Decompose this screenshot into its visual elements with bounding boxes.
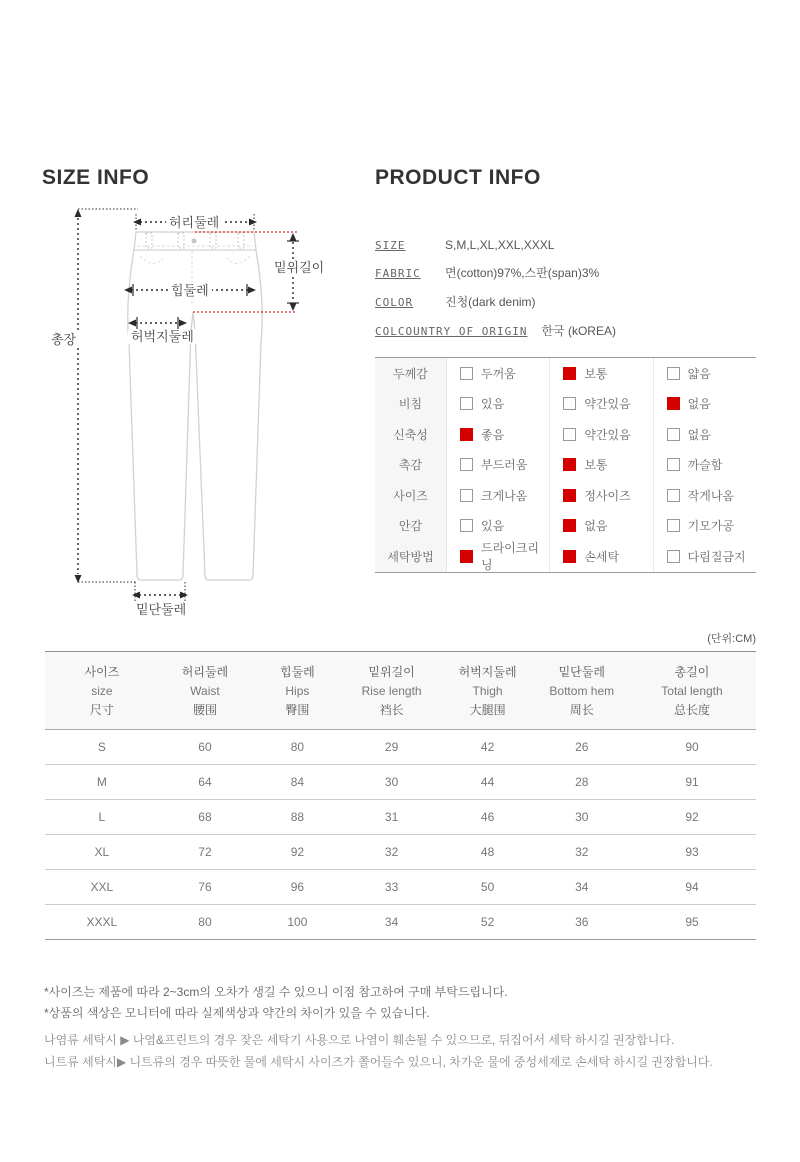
size-row [45,905,756,940]
attribute-option [447,389,549,420]
size-cell: M [45,765,159,800]
attribute-row-label: 두께감 [375,358,447,389]
size-cell: 68 [159,800,251,835]
checkbox-icon [563,489,576,502]
product-field-value: 한국 (kOREA) [541,324,616,338]
product-field-size [375,238,757,252]
attribute-option [653,389,756,420]
product-field-label: FABRIC [375,267,421,280]
size-table-header-cell [251,652,343,730]
attribute-row-label: 비침 [375,389,447,420]
header-en: Bottom hem [549,684,615,698]
size-table-header-cell [45,652,159,730]
checkbox-icon [667,519,680,532]
size-table-header-cell [344,652,440,730]
attribute-option [653,511,756,542]
size-row [45,730,756,765]
attributes-table [375,357,756,573]
product-field-label: COLCOUNTRY OF ORIGIN [375,325,528,338]
checkbox-icon [563,367,576,380]
product-field-label: COLOR [375,296,414,309]
size-cell: 52 [440,905,536,940]
attribute-row-label: 촉감 [375,450,447,481]
attribute-option [447,511,549,542]
attribute-option-label: 약간있음 [584,397,631,412]
header-ko: 총길이 [674,665,710,679]
attribute-option [447,358,549,389]
size-cell: 34 [536,870,628,905]
checkbox-icon [667,458,680,471]
header-en: Total length [661,684,723,698]
size-table-header-cell [628,652,756,730]
attribute-option-label: 보통 [584,366,608,381]
attribute-option-label: 부드러움 [481,458,528,473]
size-cell: L [45,800,159,835]
size-cell: 60 [159,730,251,765]
size-row [45,835,756,870]
header-en: Waist [190,684,220,698]
attribute-option [447,419,549,450]
attribute-option [447,541,549,572]
attribute-option [549,511,652,542]
total-length-measure-arrow [75,209,139,583]
checkbox-icon [563,397,576,410]
size-cell: 31 [344,800,440,835]
attribute-option-label: 얇음 [687,366,711,381]
checkbox-icon [460,550,473,563]
washing-notes [44,1029,764,1073]
attribute-option [653,450,756,481]
size-cell: 46 [440,800,536,835]
size-cell: 64 [159,765,251,800]
attribute-option-label: 없음 [687,427,711,442]
size-cell: 42 [440,730,536,765]
size-cell: 50 [440,870,536,905]
size-cell: 92 [251,835,343,870]
unit-note: (단위:CM) [707,633,756,645]
product-field-value: S,M,L,XL,XXL,XXXL [445,238,555,252]
attribute-option-label: 있음 [481,397,505,412]
attribute-option [549,419,652,450]
diagram-label-hips: 힙둘레 [168,283,212,298]
size-cell: 28 [536,765,628,800]
diagram-label-total-length: 총장 [48,332,79,347]
color-difference-note: *상품의 색상은 모니터에 따라 실제색상과 약간의 차이가 있을 수 있습니다. [44,1006,430,1020]
attribute-option-label: 약간있음 [584,427,631,442]
product-field-label: SIZE [375,239,406,252]
checkbox-icon [460,489,473,502]
checkbox-icon [563,519,576,532]
attribute-option [549,389,652,420]
attribute-option [447,480,549,511]
pants-measurement-diagram [40,198,370,620]
diagram-label-hem: 밑단둘레 [133,602,189,617]
size-cell: 88 [251,800,343,835]
header-en: Rise length [361,684,422,698]
attribute-row-washing [375,541,756,572]
product-field-value: 진청(dark denim) [445,295,536,309]
checkbox-icon [563,428,576,441]
size-cell: S [45,730,159,765]
checkbox-icon [667,489,680,502]
size-info-title: SIZE INFO [42,166,150,189]
header-cn: 臀围 [285,703,310,717]
checkbox-icon [460,397,473,410]
hem-measure-arrow [132,582,188,602]
size-cell: 30 [344,765,440,800]
size-cell: XL [45,835,159,870]
product-field-color [375,293,757,310]
size-cell: 91 [628,765,756,800]
attribute-option [653,480,756,511]
attribute-row-label: 안감 [375,511,447,542]
diagram-label-thigh: 허벅지둘레 [128,329,197,344]
size-cell: 100 [251,905,343,940]
size-cell: 80 [251,730,343,765]
size-cell: 32 [536,835,628,870]
checkbox-icon [460,519,473,532]
header-en: size [91,684,113,698]
attribute-row-thickness [375,358,756,389]
size-cell: 30 [536,800,628,835]
attribute-option-label: 작게나옴 [687,488,735,503]
header-cn: 尺寸 [89,703,114,717]
attribute-option-label: 있음 [481,519,505,534]
attribute-option-label: 다림질금지 [687,549,746,564]
footnotes [44,982,756,1024]
size-cell: XXL [45,870,159,905]
checkbox-icon [667,397,680,410]
size-cell: 33 [344,870,440,905]
wash-note-printed: 나염류 세탁시 ▶ 나염&프린트의 경우 잦은 세탁기 사용으로 나염이 훼손될 수 있으므로, 뒤집어서 세탁 하시길 권장합니다. [44,1033,675,1047]
attribute-option [549,541,652,572]
attribute-option-label: 정사이즈 [584,488,631,503]
header-en: Thigh [472,684,503,698]
size-cell: 34 [344,905,440,940]
wash-note-knit: 니트류 세탁시▶ 니트류의 경우 따뜻한 물에 세탁시 사이즈가 쫄어들수 있으니, 차가운 물에 중성세제로 손세탁 하시길 권장합니다. [44,1055,713,1069]
attribute-row-sheerness [375,389,756,420]
size-cell: 48 [440,835,536,870]
attribute-option-label: 기모가공 [687,519,735,534]
diagram-label-waist: 허리둘레 [166,215,222,230]
product-info-fields [375,238,757,351]
diagram-label-rise: 밑위길이 [271,260,327,275]
header-ko: 허리둘레 [181,665,229,679]
size-row [45,870,756,905]
checkbox-icon [667,550,680,563]
size-cell: 92 [628,800,756,835]
product-field-fabric [375,264,757,281]
attribute-row-texture [375,450,756,481]
checkbox-icon [460,367,473,380]
size-tolerance-note: *사이즈는 제품에 따라 2~3cm의 오차가 생길 수 있으니 이점 참고하여 구매 부탁드립니다. [44,985,508,999]
checkbox-icon [460,458,473,471]
attribute-option-label: 크게나옴 [481,488,528,503]
attribute-row-fit [375,480,756,511]
size-row [45,765,756,800]
size-cell: 94 [628,870,756,905]
header-cn: 周长 [569,703,594,717]
checkbox-icon [460,428,473,441]
header-cn: 大腿围 [469,703,506,717]
size-cell: 95 [628,905,756,940]
size-table-header-cell [536,652,628,730]
checkbox-icon [667,428,680,441]
size-cell: 90 [628,730,756,765]
attribute-option-label: 좋음 [481,427,505,442]
product-info-title: PRODUCT INFO [375,166,541,189]
attribute-option [549,450,652,481]
size-cell: 76 [159,870,251,905]
size-cell: 80 [159,905,251,940]
size-cell: 36 [536,905,628,940]
size-table-header-cell [440,652,536,730]
attribute-row-label: 사이즈 [375,480,447,511]
header-cn: 裆长 [379,703,404,717]
size-cell: 26 [536,730,628,765]
attribute-option [549,480,652,511]
size-table-header-row [45,652,756,730]
attribute-option-label: 손세탁 [584,549,620,564]
attribute-option-label: 두꺼움 [481,366,516,381]
attribute-option [447,450,549,481]
attribute-option [653,358,756,389]
size-cell: 29 [344,730,440,765]
attribute-row-label: 신축성 [375,419,447,450]
header-ko: 사이즈 [84,665,120,679]
header-ko: 힙둘레 [279,665,315,679]
size-cell: 44 [440,765,536,800]
attribute-option [549,358,652,389]
size-cell: 93 [628,835,756,870]
size-table [45,651,756,940]
header-ko: 밑단둘레 [558,665,605,679]
size-cell: 32 [344,835,440,870]
size-cell: XXXL [45,905,159,940]
header-ko: 밑위길이 [368,665,415,679]
checkbox-icon [563,458,576,471]
attribute-option-label: 드라이크리닝 [481,541,539,573]
size-table-header-cell [159,652,251,730]
product-field-value: 면(cotton)97%,스판(span)3% [445,266,600,280]
attribute-option-label: 까슬함 [687,458,723,473]
attribute-option [653,541,756,572]
header-cn: 总长度 [673,703,710,717]
attribute-option-label: 보통 [584,458,608,473]
attribute-row-elasticity [375,419,756,450]
checkbox-icon [667,367,680,380]
product-field-origin [375,322,757,339]
header-en: Hips [285,684,310,698]
attribute-option [653,419,756,450]
header-ko: 허벅지둘레 [458,665,517,679]
header-cn: 腰围 [192,703,217,717]
size-cell: 72 [159,835,251,870]
attribute-row-lining [375,511,756,542]
size-cell: 96 [251,870,343,905]
attribute-row-label: 세탁방법 [375,541,447,572]
checkbox-icon [563,550,576,563]
attribute-option-label: 없음 [687,397,711,412]
size-row [45,800,756,835]
attribute-option-label: 없음 [584,519,608,534]
size-cell: 84 [251,765,343,800]
thigh-measure-arrow [128,317,187,329]
